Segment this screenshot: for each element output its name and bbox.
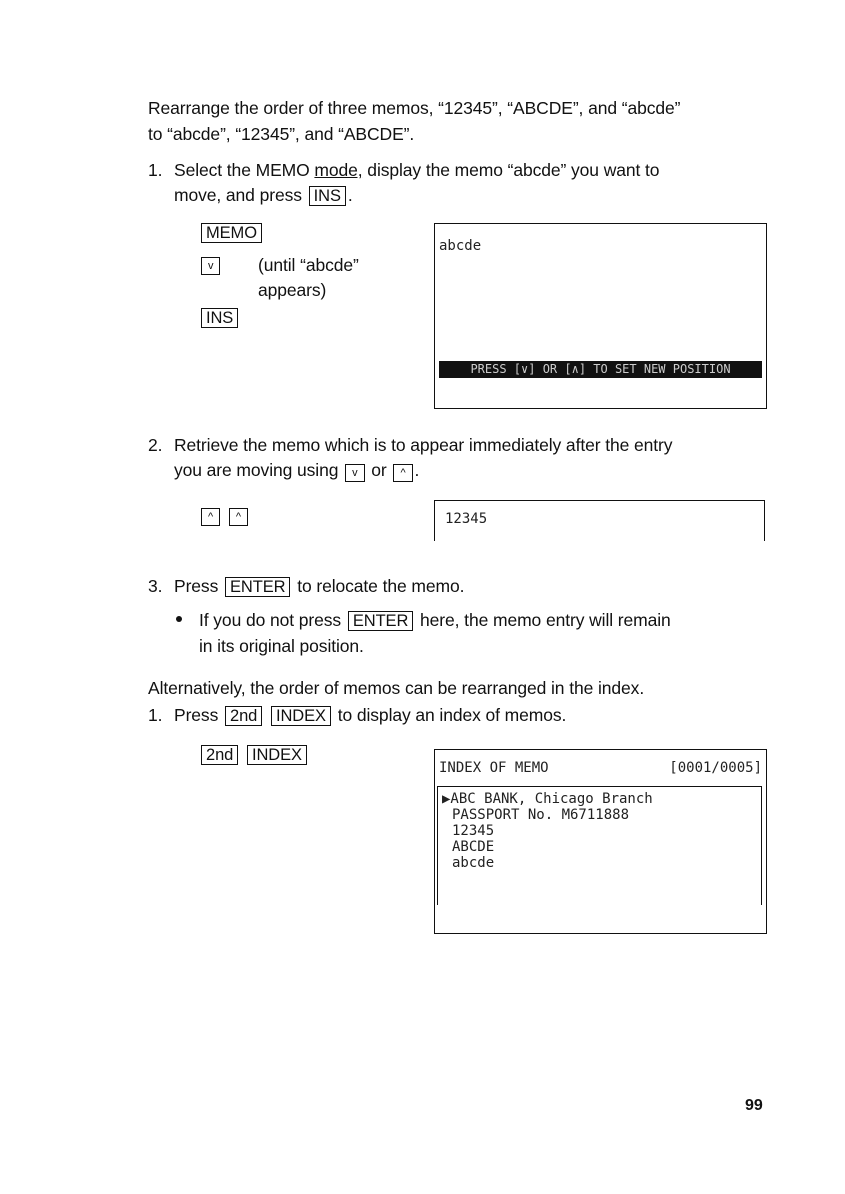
2nd-key-2: 2nd	[201, 745, 238, 765]
alt-keys-row	[199, 743, 309, 765]
index-counter: [0001/0005]	[669, 760, 762, 776]
step3-line: Press ENTER to relocate the memo.	[174, 576, 465, 596]
index-item: PASSPORT No. M6711888	[452, 807, 630, 823]
ins-key-row	[199, 306, 240, 328]
intro-line-2: to “abcde”, “12345”, and “ABCDE”.	[148, 124, 415, 144]
step2-line-1: Retrieve the memo which is to appear immediately after the entry	[174, 435, 673, 455]
down-key-row	[199, 252, 222, 275]
lcd-screen-1	[434, 223, 767, 409]
lcd-status-bar: PRESS [∨] OR [∧] TO SET NEW POSITION	[439, 361, 762, 378]
bullet-line-2: in its original position.	[199, 636, 364, 656]
step1-line-2: move, and press INS .	[174, 185, 353, 205]
index-item: ABCDE	[452, 839, 495, 855]
intro-line-1: Rearrange the order of three memos, “12345”, “ABCDE”, and “abcde”	[148, 98, 681, 118]
2nd-key: 2nd	[225, 706, 262, 726]
step3-number: 3.	[148, 576, 163, 596]
until-text: (until “abcde”	[258, 255, 359, 275]
step1-number: 1.	[148, 160, 163, 180]
up-key-inline: ^	[393, 464, 412, 482]
alt-line: Alternatively, the order of memos can be rearranged in the index.	[148, 678, 645, 698]
memo-key-row	[199, 221, 264, 243]
alt-number: 1.	[148, 705, 163, 725]
ins-key: INS	[309, 186, 346, 206]
enter-key: ENTER	[225, 577, 290, 597]
index-title: INDEX OF MEMO	[439, 760, 549, 776]
index-key-2: INDEX	[247, 745, 307, 765]
step1-line-1: Select the MEMO mode, display the memo “abcde” you want to	[174, 160, 660, 180]
lcd2-right-border	[764, 500, 765, 541]
bullet-dot	[176, 616, 182, 622]
page-number: 99	[745, 1097, 763, 1114]
index-list-frame	[437, 786, 762, 905]
lcd2-top-border	[434, 500, 765, 501]
alt-step-line: Press 2nd INDEX to display an index of memos.	[174, 705, 567, 725]
lcd2-line: 12345	[445, 511, 488, 527]
ins-key-2: INS	[201, 308, 238, 328]
bullet-line-1: If you do not press ENTER here, the memo entry will remain	[199, 610, 671, 630]
step2-line-2: you are moving using v or ^ .	[174, 460, 420, 480]
enter-key-2: ENTER	[348, 611, 413, 631]
memo-key: MEMO	[201, 223, 262, 243]
up-key-2: ^	[229, 508, 248, 526]
index-item: abcde	[452, 855, 495, 871]
step2-number: 2.	[148, 435, 163, 455]
up-keys-row	[199, 503, 250, 526]
lcd-screen-2	[434, 500, 765, 541]
down-key-inline: v	[345, 464, 364, 482]
index-key: INDEX	[271, 706, 331, 726]
index-item: ▶ABC BANK, Chicago Branch	[442, 791, 653, 807]
index-item: 12345	[452, 823, 495, 839]
appears-text: appears)	[258, 280, 327, 300]
lcd2-left-border	[434, 500, 435, 541]
down-key: v	[201, 257, 220, 275]
up-key-1: ^	[201, 508, 220, 526]
lcd-screen-3	[434, 749, 767, 934]
lcd-line: abcde	[439, 238, 482, 254]
